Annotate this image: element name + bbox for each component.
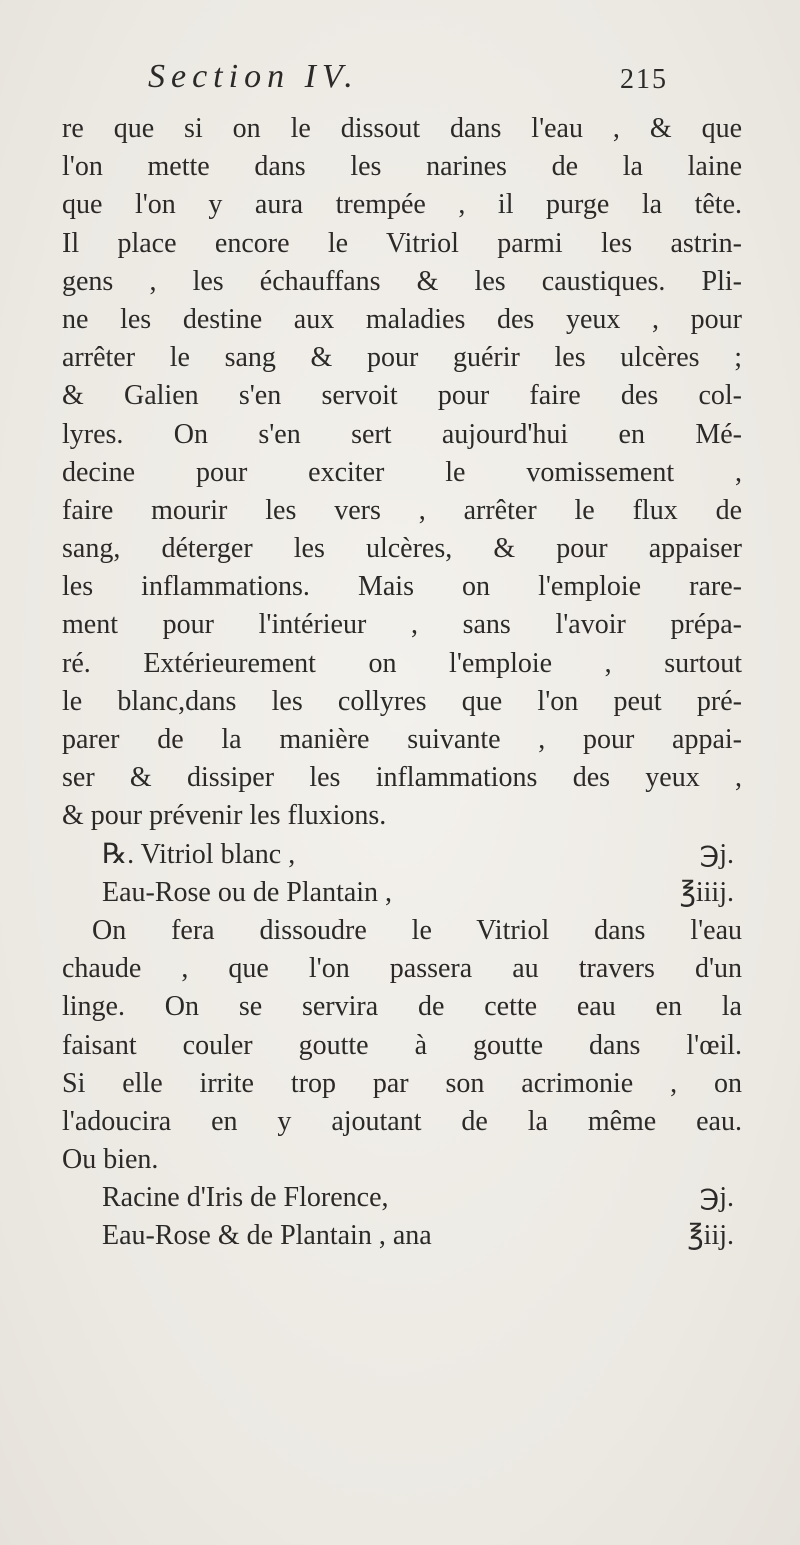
dose-quantity: ℈j. <box>699 838 734 870</box>
line-text: Eau-Rose ou de Plantain , <box>102 876 393 908</box>
dose-quantity: ℥iij. <box>687 1220 734 1252</box>
recipe-line <box>62 836 742 874</box>
text-line <box>62 1027 742 1065</box>
line-text: le blanc,dans les collyres que l'on peut pré- <box>62 685 742 717</box>
body-text <box>62 110 742 1256</box>
text-line <box>62 377 742 415</box>
line-text: les inflammations. Mais on l'emploie rare- <box>62 571 742 603</box>
line-text: chaude , que l'on passera au travers d'un <box>62 953 742 985</box>
line-text: decine pour exciter le vomissement , <box>62 456 742 488</box>
line-text: ne les destine aux maladies des yeux , pour <box>62 303 742 335</box>
text-line <box>62 492 742 530</box>
dose-quantity: ℈j. <box>699 1182 734 1214</box>
text-line <box>62 1065 742 1103</box>
line-text: Il place encore le Vitriol parmi les astrin- <box>62 227 742 259</box>
text-line <box>62 416 742 454</box>
text-line <box>62 606 742 644</box>
line-text: gens , les échauffans & les caustiques. Pli- <box>62 265 742 297</box>
text-line <box>62 568 742 606</box>
text-line <box>62 530 742 568</box>
text-line <box>62 988 742 1026</box>
line-text: l'adoucira en y ajoutant de la même eau. <box>62 1105 742 1137</box>
text-line <box>62 339 742 377</box>
line-text: faisant couler goutte à goutte dans l'œil. <box>62 1029 742 1061</box>
text-line <box>62 759 742 797</box>
line-text: & Galien s'en servoit pour faire des col- <box>62 380 742 412</box>
section-title: Section IV. <box>148 58 359 95</box>
text-line <box>62 225 742 263</box>
text-line <box>62 645 742 683</box>
line-text: ser & dissiper les inflammations des yeux , <box>62 762 742 794</box>
text-line <box>62 454 742 492</box>
line-text: l'on mette dans les narines de la laine <box>62 151 742 183</box>
line-text: sang, déterger les ulcères, & pour appaiser <box>62 533 742 565</box>
text-line <box>62 263 742 301</box>
recipe-line <box>62 1179 742 1217</box>
line-text: faire mourir les vers , arrêter le flux de <box>62 494 742 526</box>
line-text: lyres. On s'en sert aujourd'hui en Mé- <box>62 418 742 450</box>
line-text: linge. On se servira de cette eau en la <box>62 991 742 1023</box>
text-line <box>62 797 742 835</box>
text-line <box>62 186 742 224</box>
recipe-line <box>62 1217 742 1255</box>
line-text: ré. Extérieurement on l'emploie , surtout <box>62 647 742 679</box>
text-line <box>62 148 742 186</box>
text-line <box>62 110 742 148</box>
text-line <box>62 1103 742 1141</box>
line-text: On fera dissoudre le Vitriol dans l'eau <box>92 914 742 946</box>
line-text: ℞. Vitriol blanc , <box>102 838 296 870</box>
line-text: ment pour l'intérieur , sans l'avoir prépa- <box>62 609 742 641</box>
page-number: 215 <box>620 64 668 95</box>
line-text: re que si on le dissout dans l'eau , & que <box>62 113 742 144</box>
text-line <box>62 950 742 988</box>
page-header <box>148 58 668 108</box>
text-line <box>62 683 742 721</box>
text-line <box>62 301 742 339</box>
line-text: Ou bien. <box>62 1144 159 1176</box>
line-text: que l'on y aura trempée , il purge la tête. <box>62 189 742 221</box>
line-text: parer de la manière suivante , pour appai- <box>62 724 742 755</box>
line-text: & pour prévenir les fluxions. <box>62 800 387 832</box>
dose-quantity: ℥iiij. <box>679 876 734 908</box>
text-line <box>62 912 742 950</box>
text-line <box>62 721 742 759</box>
line-text: Racine d'Iris de Florence, <box>102 1182 389 1214</box>
line-text: Si elle irrite trop par son acrimonie , on <box>62 1067 742 1099</box>
recipe-line <box>62 874 742 912</box>
line-text: arrêter le sang & pour guérir les ulcères ; <box>62 342 742 374</box>
line-text: Eau-Rose & de Plantain , ana <box>102 1220 432 1252</box>
text-line <box>62 1141 742 1179</box>
